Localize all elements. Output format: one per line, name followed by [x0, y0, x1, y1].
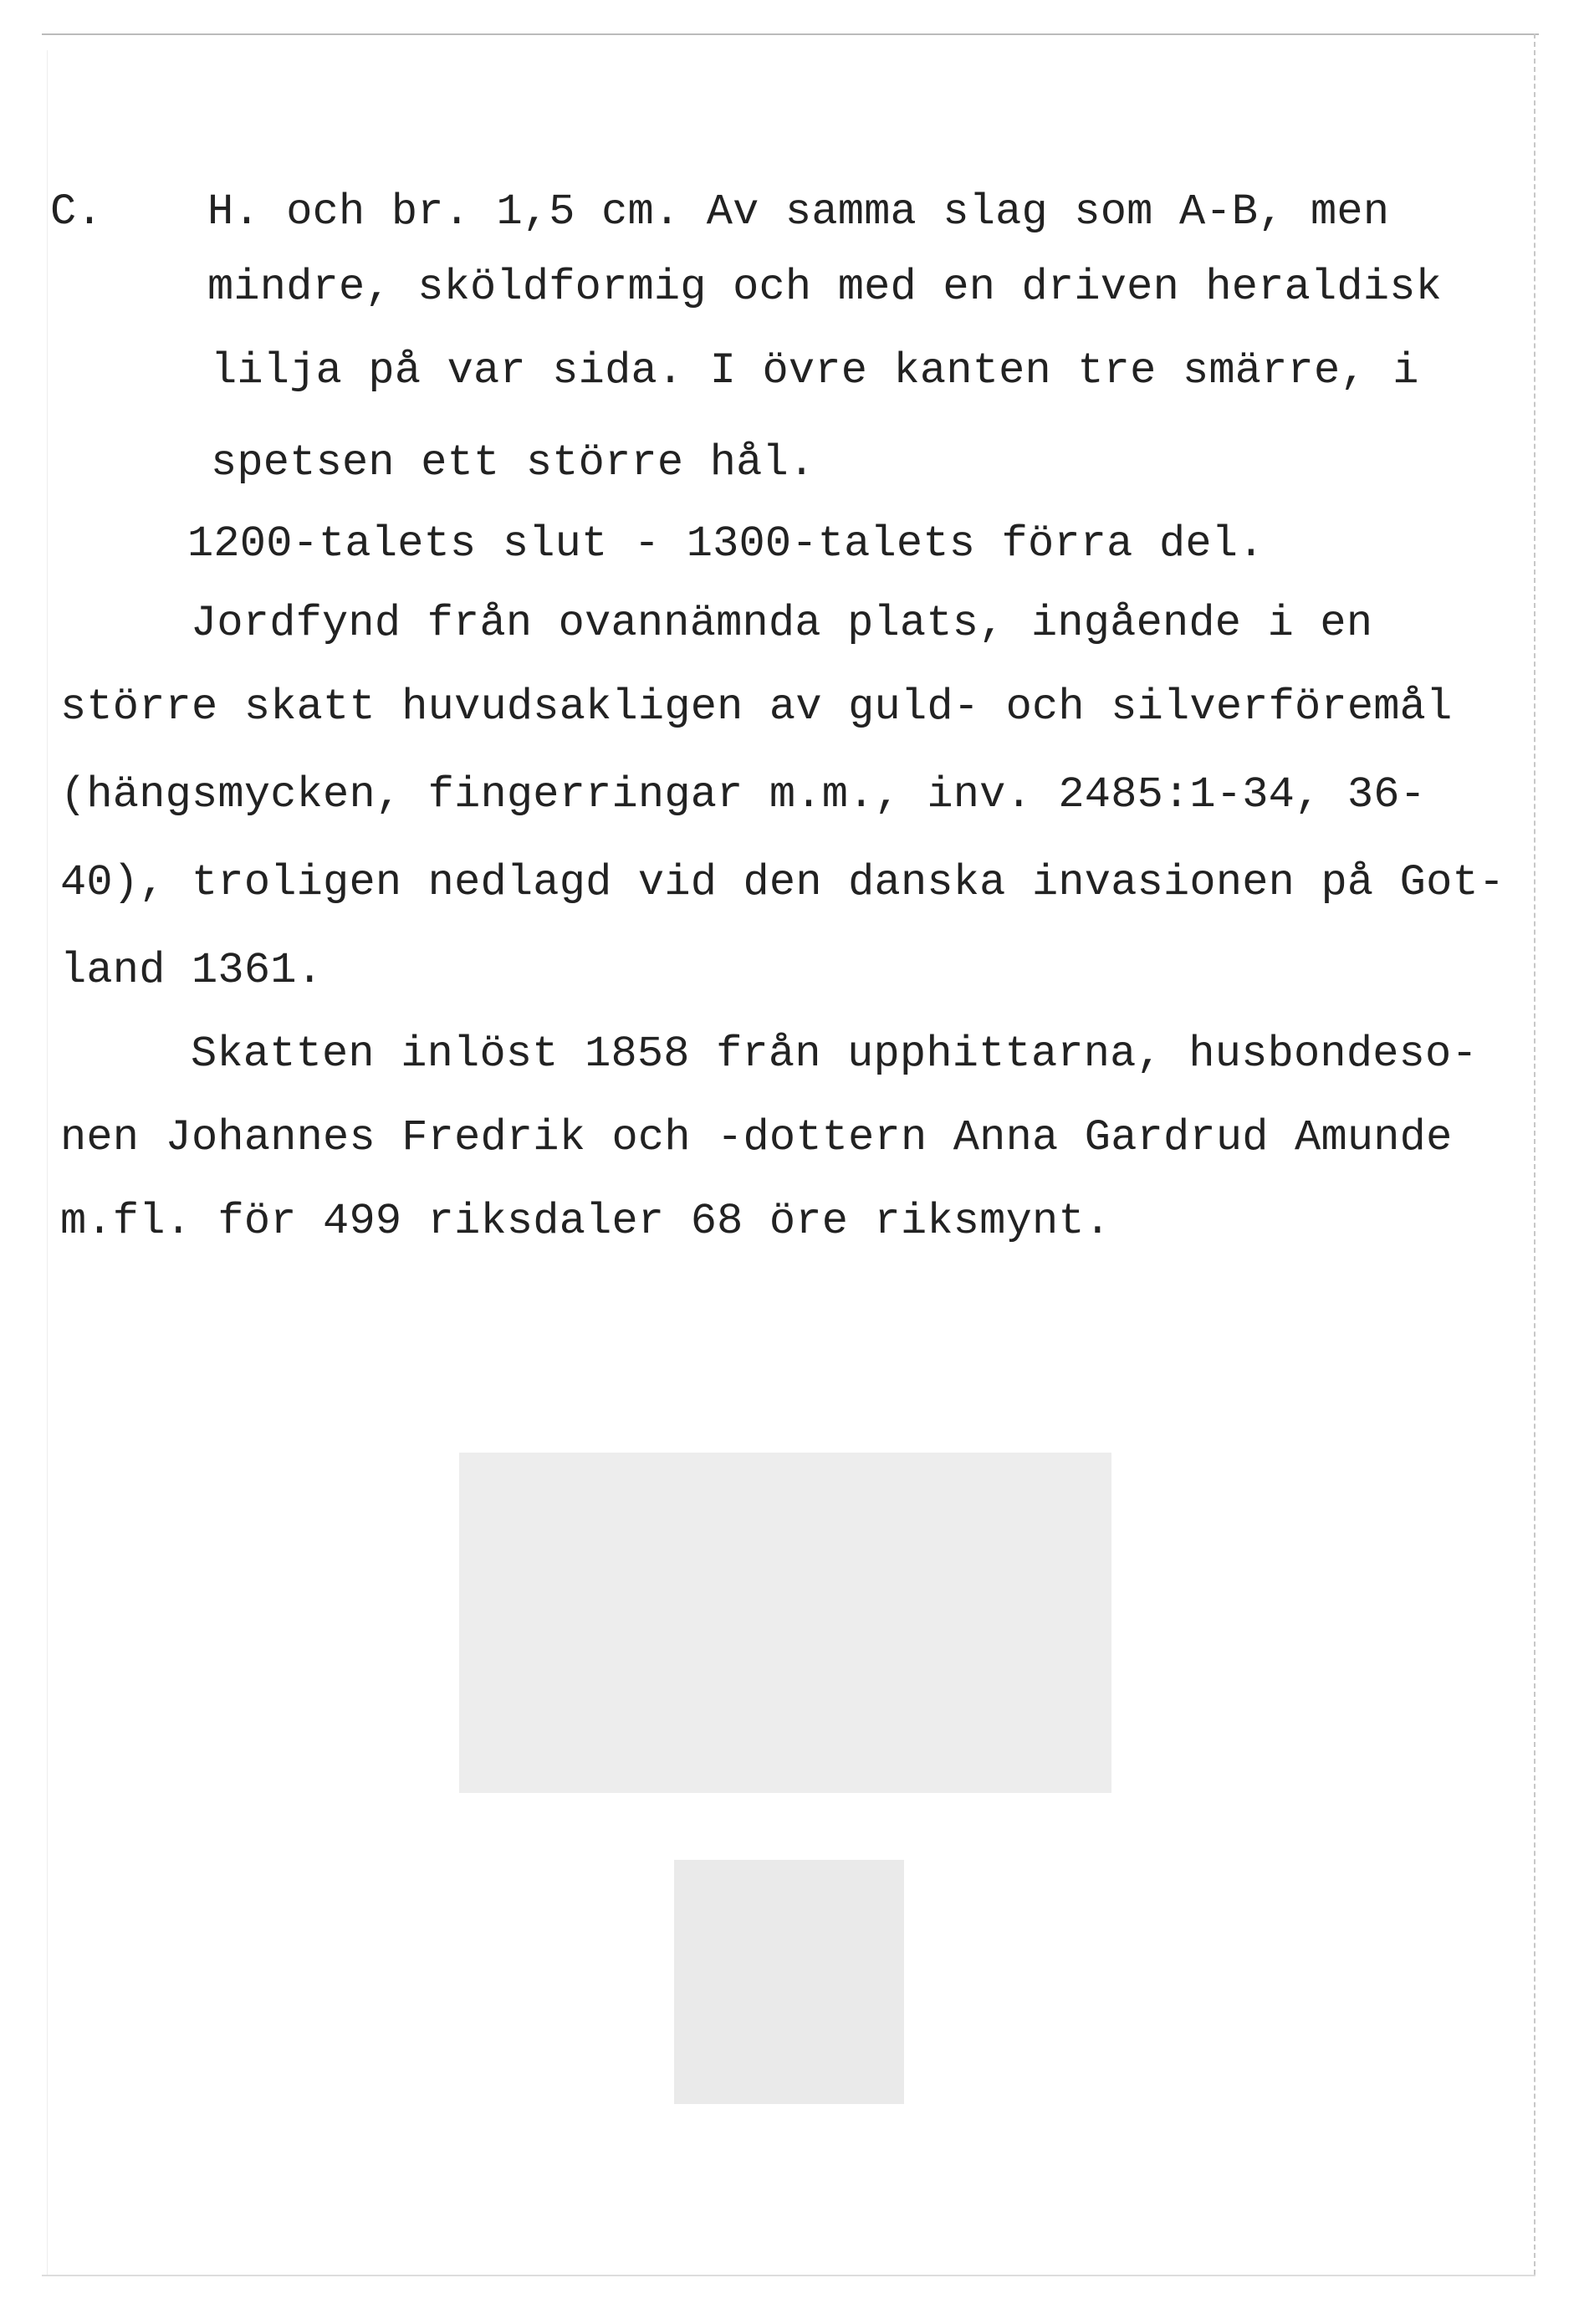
text-line: 1200-talets slut - 1300-talets förra del.: [187, 519, 1265, 569]
page-border-right: [1534, 33, 1535, 2275]
page-border-bottom: [42, 2275, 1535, 2276]
page-border-left: [47, 50, 48, 2275]
text-line: Skatten inlöst 1858 från upphittarna, husbondeso-: [191, 1029, 1478, 1079]
text-line: mindre, sköldformig och med en driven heraldisk: [207, 263, 1443, 312]
text-line: 40), troligen nedlagd vid den danska invasionen på Got-: [60, 858, 1505, 907]
page-border-top: [42, 33, 1539, 35]
text-line: land 1361.: [60, 946, 324, 995]
text-line: H. och br. 1,5 cm. Av samma slag som A-B, men: [207, 187, 1390, 237]
item-label: C.: [50, 187, 103, 237]
text-line: spetsen ett större hål.: [211, 438, 815, 488]
text-line: större skatt huvudsakligen av guld- och silverföremål: [60, 682, 1453, 732]
bleed-through-photo-small: [674, 1860, 904, 2104]
text-line: m.fl. för 499 riksdaler 68 öre riksmynt.: [60, 1197, 1111, 1246]
text-line: (hängsmycken, fingerringar m.m., inv. 2485:1-34, 36-: [60, 770, 1427, 820]
text-line: nen Johannes Fredrik och -dottern Anna Gardrud Amunde: [60, 1113, 1453, 1162]
text-line: lilja på var sida. I övre kanten tre smärre, i: [211, 346, 1419, 396]
text-line: Jordfynd från ovannämnda plats, ingående i en: [191, 599, 1373, 648]
bleed-through-photo: [459, 1453, 1111, 1793]
